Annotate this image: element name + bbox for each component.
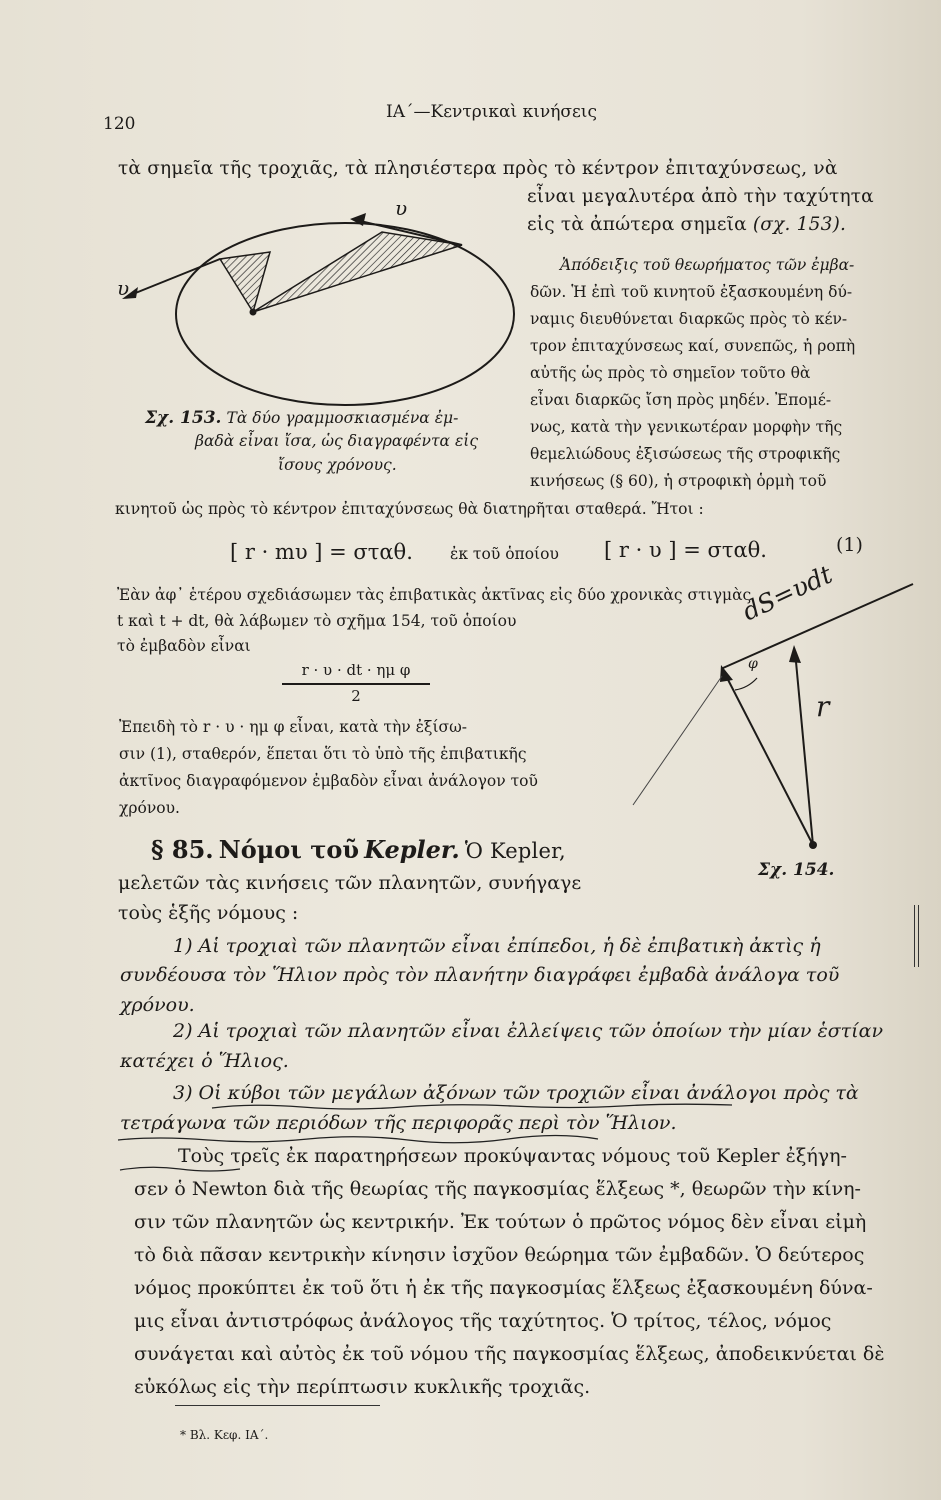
closing-line-5: νόμος προκύπτει ἐκ τοῦ ὅτι ἡ ἐκ τῆς παγκοσμίας ἕλξεως ἐξασκουμένη δύνα-	[134, 1277, 873, 1299]
section-85-title: Νόμοι τοῦ	[218, 835, 360, 864]
para2-line-5: σιν (1), σταθερόν, ἕπεται ὅτι τὸ ὑπὸ τῆς ἐπιβατικῆς	[119, 745, 527, 763]
proof-line-4: τρον ἐπιταχύνσεως καί, συνεπῶς, ἡ ροπὴ	[530, 337, 856, 355]
closing-line-3: σιν τῶν πλανητῶν ὡς κεντρικήν. Ἐκ τούτων ὁ πρῶτος νόμος δὲν εἶναι εἰμὴ	[134, 1211, 867, 1233]
law-1-line-1: 1) Αἱ τροχιαὶ τῶν πλανητῶν εἶναι ἐπίπεδοι, ἡ δὲ ἐπιβατικὴ ἀκτὶς ἡ	[173, 935, 821, 957]
equation-right: [ r · υ ] = σταθ.	[604, 538, 767, 562]
figure-153-caption-line-3: ἴσους χρόνους.	[278, 456, 397, 474]
velocity-label-top: υ	[395, 196, 408, 220]
equation-left: [ r · mυ ] = σταθ.	[230, 540, 413, 564]
page-number: 120	[103, 114, 136, 134]
proof-line-2: δῶν. Ἡ ἐπὶ τοῦ κινητοῦ ἐξασκουμένη δύ-	[530, 283, 853, 301]
r-label: r	[816, 690, 830, 723]
closing-line-1: Τοὺς τρεῖς ἐκ παρατηρήσεων προκύψαντας νόμους τοῦ Kepler ἐξήγη-	[178, 1145, 847, 1167]
para2-line-3: τὸ ἐμβαδὸν εἶναι	[117, 637, 251, 655]
closing-line-8: εὐκόλως εἰς τὴν περίπτωσιν κυκλικῆς τροχιᾶς.	[134, 1376, 591, 1398]
section-85-number: § 85.	[151, 835, 214, 864]
intro-figure-ref: (σχ. 153).	[752, 214, 847, 235]
closing-line-4: τὸ διὰ πᾶσαν κεντρικὴν κίνησιν ἰσχῦον θεώρημα τῶν ἐμβαδῶν. Ὁ δεύτερος	[134, 1244, 865, 1266]
running-title: ΙΑ΄—Κεντρικαὶ κινήσεις	[386, 102, 597, 122]
para2-line-7: χρόνου.	[119, 799, 180, 817]
equation-number: (1)	[836, 534, 863, 556]
intro-line-3: εἰς τὰ ἀπώτερα σημεῖα	[527, 214, 747, 235]
para2-line-6: ἀκτῖνος διαγραφόμενον ἐμβαδὸν εἶναι ἀνάλογον τοῦ	[119, 772, 538, 790]
law-3-line-2: τετράγωνα τῶν περιόδων τῆς περιφορᾶς περὶ τὸν Ἥλιον.	[120, 1112, 677, 1134]
proof-line-5: αὐτῆς ὡς πρὸς τὸ σημεῖον τοῦτο θὰ	[530, 364, 811, 382]
intro-line-1: τὰ σημεῖα τῆς τροχιᾶς, τὰ πλησιέστερα πρὸς τὸ κέντρον ἐπιταχύνσεως, νὰ	[118, 158, 838, 179]
proof-continuation: κινητοῦ ὡς πρὸς τὸ κέντρον ἐπιταχύνσεως θὰ διατηρῆται σταθερά. Ἤτοι :	[115, 500, 704, 518]
section-85-name: Kepler.	[364, 835, 460, 864]
area-fraction-numerator: r · υ · dt · ημ φ	[301, 661, 411, 679]
ds-label: dS=υdt	[738, 559, 837, 627]
footnote-rule	[175, 1405, 380, 1406]
law-2-line-1: 2) Αἱ τροχιαὶ τῶν πλανητῶν εἶναι ἐλλείψεις τῶν ὁποίων τὴν μίαν ἑστίαν	[173, 1020, 884, 1042]
law-2-line-2: κατέχει ὁ Ἥλιος.	[120, 1050, 289, 1072]
para2-line-1: Ἐὰν ἀφ᾽ ἑτέρου σχεδιάσωμεν τὰς ἐπιβατικὰς ἀκτῖνας εἰς δύο χρονικὰς στιγμὰς	[117, 586, 752, 604]
figure-154-caption: Σχ. 154.	[758, 860, 835, 880]
figure-153-caption-line-2: βαδὰ εἶναι ἴσα, ὡς διαγραφέντα εἰς	[195, 432, 479, 450]
proof-line-8: θεμελιώδους ἐξισώσεως τῆς στροφικῆς	[530, 445, 841, 463]
footnote: * Βλ. Κεφ. ΙΑ΄.	[180, 1428, 269, 1442]
para2-line-2: t καὶ t + dt, θὰ λάβωμεν τὸ σχῆμα 154, τοῦ ὁποίου	[117, 612, 517, 630]
intro-line-2: εἶναι μεγαλυτέρα ἀπὸ τὴν ταχύτητα	[527, 186, 874, 207]
section-85-line-1: Ὁ Kepler,	[464, 839, 566, 863]
closing-line-2: σεν ὁ Newton διὰ τῆς θεωρίας τῆς παγκοσμίας ἕλξεως *, θεωρῶν τὴν κίνη-	[134, 1178, 861, 1200]
figure-153-caption-line-1: Τὰ δύο γραμμοσκιασμένα ἐμ-	[226, 409, 459, 427]
closing-line-7: συνάγεται καὶ αὐτὸς ἐκ τοῦ νόμου τῆς παγκοσμίας ἕλξεως, ἀποδεικνύεται δὲ	[134, 1343, 885, 1365]
proof-line-9: κινήσεως (§ 60), ἡ στροφικὴ ὁρμὴ τοῦ	[530, 472, 827, 490]
velocity-label-left: υ	[117, 276, 130, 300]
figure-153-number: Σχ. 153.	[145, 408, 222, 428]
law-3-line-1: 3) Οἱ κύβοι τῶν μεγάλων ἀξόνων τῶν τροχιῶν εἶναι ἀνάλογοι πρὸς τὰ	[173, 1082, 859, 1104]
proof-line-1: Ἀπόδειξις τοῦ θεωρήματος τῶν ἐμβα-	[560, 256, 855, 274]
section-85-line-3: τοὺς ἑξῆς νόμους :	[118, 902, 299, 924]
para2-line-4: Ἐπειδὴ τὸ r · υ · ημ φ εἶναι, κατὰ τὴν ἐξίσω-	[119, 718, 468, 736]
proof-line-6: εἶναι διαρκῶς ἴση πρὸς μηδέν. Ἐπομέ-	[530, 391, 832, 409]
proof-line-7: νως, κατὰ τὴν γενικωτέραν μορφὴν τῆς	[530, 418, 843, 436]
phi-label: φ	[748, 656, 758, 672]
law-1-line-2: συνδέουσα τὸν Ἥλιον πρὸς τὸν πλανήτην διαγράφει ἐμβαδὰ ἀνάλογα τοῦ	[120, 964, 840, 986]
law-1-line-3: χρόνου.	[120, 994, 195, 1016]
proof-line-3: ναμις διευθύνεται διαρκῶς πρὸς τὸ κέν-	[530, 310, 848, 328]
section-85-line-2: μελετῶν τὰς κινήσεις τῶν πλανητῶν, συνήγαγε	[118, 872, 582, 894]
equation-middle: ἐκ τοῦ ὁποίου	[450, 545, 559, 563]
closing-line-6: μις εἶναι ἀντιστρόφως ἀνάλογος τῆς ταχύτητος. Ὁ τρίτος, τέλος, νόμος	[134, 1310, 832, 1332]
area-fraction-denominator: 2	[351, 687, 361, 705]
